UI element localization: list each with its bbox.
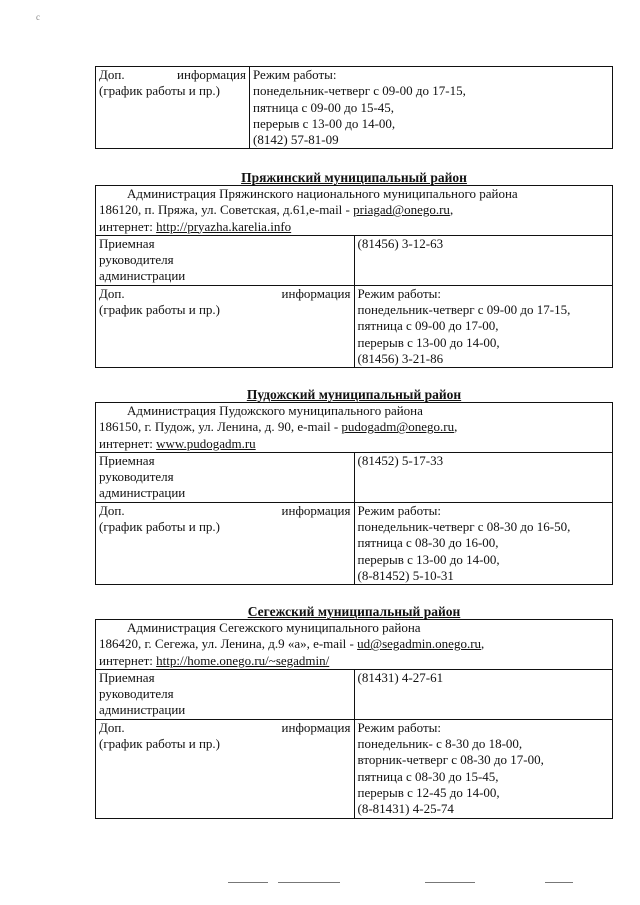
- admin-name: Администрация Пряжинского национального муниципального района: [127, 186, 518, 201]
- table-row: [96, 669, 613, 719]
- info-line: перерыв с 13-00 до 14-00,: [357, 551, 500, 567]
- table-row: [96, 620, 613, 670]
- reception-label-line: руководителя: [99, 469, 174, 485]
- info-label-line: (график работы и пр.): [99, 736, 220, 752]
- info-label-word: информация: [281, 719, 351, 735]
- section-heading: Пряжинский муниципальный район: [241, 170, 467, 185]
- reception-label-cell: [96, 669, 355, 719]
- address-text: 186420, г. Сегежа, ул. Ленина, д.9 «а», e-mail -: [99, 636, 358, 652]
- info-line: Режим работы:: [357, 502, 441, 518]
- reception-phone: (81431) 4-27-61: [354, 669, 613, 719]
- info-line: вторник-четверг с 08-30 до 17-00,: [357, 752, 544, 768]
- info-label-word: информация: [177, 67, 246, 82]
- address-line: [99, 636, 609, 652]
- reception-label-line: администрации: [99, 268, 186, 284]
- address-suffix: ,: [454, 419, 458, 435]
- reception-label-line: руководителя: [99, 252, 174, 268]
- info-label-word: информация: [281, 502, 351, 518]
- reception-phone: (81452) 5-17-33: [354, 452, 613, 502]
- info-label-word: Доп.: [99, 285, 125, 301]
- internet-line: [99, 653, 609, 669]
- address-text: 186120, п. Пряжа, ул. Советская, д.61,e-mail -: [99, 202, 354, 218]
- address-suffix: ,: [449, 202, 454, 218]
- table-row: [96, 67, 613, 149]
- email-link[interactable]: ud@segadmin.onego.ru: [357, 636, 482, 652]
- info-line: Режим работы:: [253, 67, 337, 82]
- address-line: [99, 202, 609, 218]
- info-label-line: (график работы и пр.): [99, 302, 220, 318]
- internet-label: интернет:: [99, 218, 157, 234]
- section-heading: Пудожский муниципальный район: [246, 387, 462, 402]
- info-label-word: информация: [281, 285, 351, 301]
- info-label-cell: [96, 502, 355, 584]
- admin-cell: [96, 620, 613, 670]
- reception-phone: (81456) 3-12-63: [354, 235, 613, 285]
- section-table: [95, 402, 613, 585]
- table-row: [96, 502, 613, 584]
- info-line: (8142) 57-81-09: [253, 132, 339, 148]
- footer-scan-mark: [228, 882, 268, 883]
- info-line: понедельник-четверг с 08-30 до 16-50,: [357, 519, 571, 535]
- info-value-cell: [354, 285, 613, 367]
- footer-scan-mark: [545, 882, 573, 883]
- info-label-line: (график работы и пр.): [99, 83, 220, 99]
- info-line: Режим работы:: [357, 719, 441, 735]
- admin-cell: [96, 186, 613, 236]
- reception-label-line: администрации: [99, 702, 186, 718]
- info-label-cell: [96, 719, 355, 818]
- info-line: перерыв с 12-45 до 14-00,: [357, 784, 500, 800]
- top-info-table: [95, 66, 613, 149]
- info-line: понедельник- с 8-30 до 18-00,: [357, 736, 523, 752]
- info-line: пятница с 08-30 до 15-45,: [357, 768, 499, 784]
- table-row: [96, 719, 613, 818]
- table-row: [96, 285, 613, 367]
- table-row: [96, 452, 613, 502]
- info-label-line: (график работы и пр.): [99, 519, 220, 535]
- info-label-cell: [96, 67, 250, 149]
- website-link[interactable]: www.pudogadm.ru: [156, 435, 256, 451]
- info-line: пятница с 09-00 до 15-45,: [253, 99, 395, 115]
- footer-scan-mark: [278, 882, 340, 883]
- info-line: (81456) 3-21-86: [357, 350, 444, 366]
- address-suffix: ,: [481, 636, 485, 652]
- reception-label-cell: [96, 235, 355, 285]
- info-label-word: Доп.: [99, 67, 125, 82]
- info-value-cell: [354, 719, 613, 818]
- section-heading: Сегежский муниципальный район: [247, 604, 461, 619]
- table-row: [96, 235, 613, 285]
- section-table: [95, 619, 613, 819]
- info-value-cell: [354, 502, 613, 584]
- table-row: [96, 186, 613, 236]
- reception-label-line: Приемная: [99, 235, 155, 251]
- info-line: пятница с 08-30 до 16-00,: [357, 535, 499, 551]
- reception-label-line: администрации: [99, 485, 186, 501]
- website-link[interactable]: http://pryazha.karelia.info: [156, 218, 292, 234]
- table-row: [96, 403, 613, 453]
- info-line: перерыв с 13-00 до 14-00,: [253, 115, 396, 131]
- admin-name: Администрация Сегежского муниципального района: [127, 620, 421, 635]
- internet-line: [99, 219, 609, 235]
- section-table: [95, 185, 613, 368]
- info-line: понедельник-четверг с 09-00 до 17-15,: [357, 302, 571, 318]
- info-line: понедельник-четверг с 09-00 до 17-15,: [253, 83, 466, 99]
- page-corner-mark: c: [36, 12, 40, 22]
- website-link[interactable]: http://home.onego.ru/~segadmin/: [156, 652, 330, 668]
- info-value-cell: [250, 67, 613, 149]
- reception-label-line: Приемная: [99, 452, 155, 468]
- info-line: Режим работы:: [357, 285, 441, 301]
- email-link[interactable]: priagad@onego.ru: [353, 202, 450, 218]
- internet-label: интернет:: [99, 652, 157, 668]
- email-link[interactable]: pudogadm@onego.ru: [341, 419, 455, 435]
- reception-label-line: руководителя: [99, 686, 174, 702]
- admin-name: Администрация Пудожского муниципального района: [127, 403, 423, 418]
- info-line: (8-81452) 5-10-31: [357, 567, 454, 583]
- address-text: 186150, г. Пудож, ул. Ленина, д. 90, e-mail -: [99, 419, 342, 435]
- address-line: [99, 419, 609, 435]
- info-line: (8-81431) 4-25-74: [357, 801, 454, 817]
- info-label-word: Доп.: [99, 719, 125, 735]
- info-line: пятница с 09-00 до 17-00,: [357, 318, 499, 334]
- info-label-word: Доп.: [99, 502, 125, 518]
- info-line: перерыв с 13-00 до 14-00,: [357, 334, 500, 350]
- reception-label-cell: [96, 452, 355, 502]
- reception-label-line: Приемная: [99, 669, 155, 685]
- internet-line: [99, 436, 609, 452]
- footer-scan-mark: [425, 882, 475, 883]
- admin-cell: [96, 403, 613, 453]
- internet-label: интернет:: [99, 435, 157, 451]
- info-label-cell: [96, 285, 355, 367]
